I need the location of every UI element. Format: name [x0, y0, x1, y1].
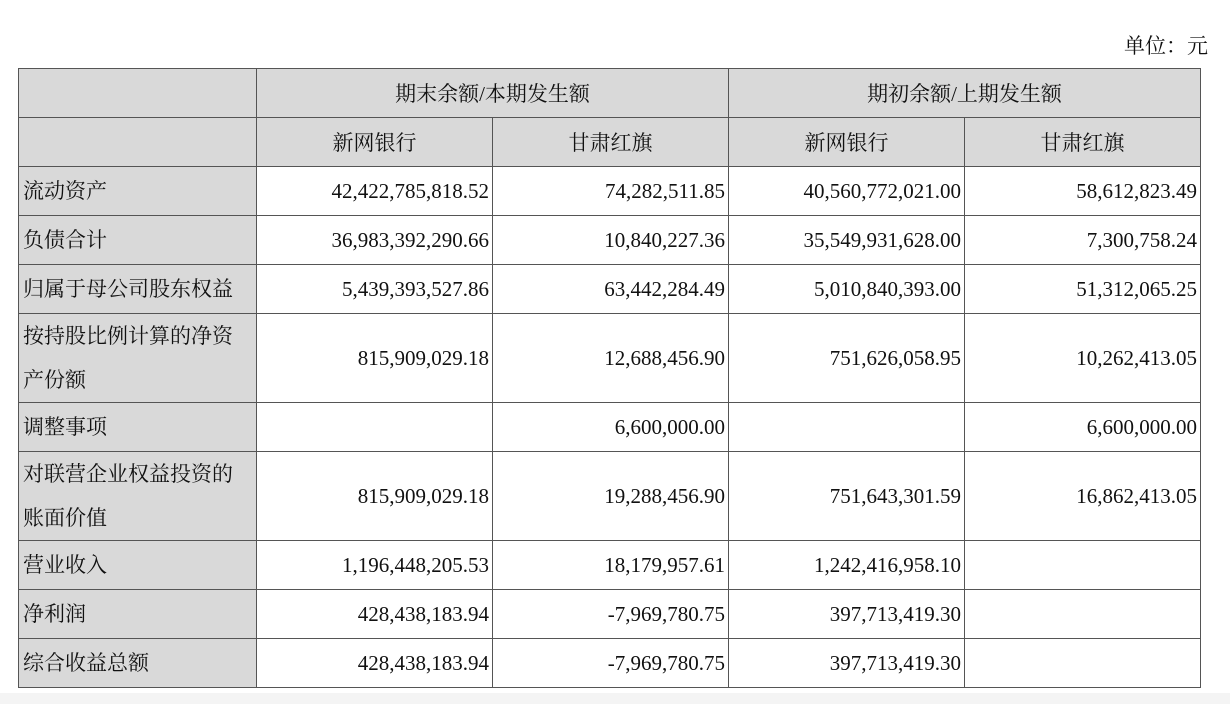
value-cell: 815,909,029.18 — [257, 314, 493, 403]
value-cell: 42,422,785,818.52 — [257, 167, 493, 216]
header-row-2 — [19, 118, 1201, 167]
table-row — [19, 590, 1201, 639]
value-cell: 1,196,448,205.53 — [257, 541, 493, 590]
table-row — [19, 314, 1201, 403]
row-label: 流动资产 — [19, 167, 257, 216]
page-bottom-strip — [0, 693, 1230, 704]
value-cell: 12,688,456.90 — [493, 314, 729, 403]
table-row — [19, 541, 1201, 590]
value-cell: -7,969,780.75 — [493, 639, 729, 688]
value-cell: 428,438,183.94 — [257, 639, 493, 688]
value-cell: 35,549,931,628.00 — [729, 216, 965, 265]
financial-table — [18, 68, 1201, 688]
header-blank — [19, 69, 257, 118]
value-cell — [965, 590, 1201, 639]
header-row-1 — [19, 69, 1201, 118]
table-row — [19, 452, 1201, 541]
header-col: 甘肃红旗 — [493, 118, 729, 167]
value-cell: 397,713,419.30 — [729, 590, 965, 639]
value-cell — [965, 639, 1201, 688]
value-cell — [965, 541, 1201, 590]
value-cell: 19,288,456.90 — [493, 452, 729, 541]
header-col: 新网银行 — [729, 118, 965, 167]
value-cell: 58,612,823.49 — [965, 167, 1201, 216]
table-row — [19, 265, 1201, 314]
value-cell: 51,312,065.25 — [965, 265, 1201, 314]
value-cell: -7,969,780.75 — [493, 590, 729, 639]
row-label: 对联营企业权益投资的账面价值 — [19, 452, 257, 541]
value-cell: 63,442,284.49 — [493, 265, 729, 314]
header-group-current: 期末余额/本期发生额 — [257, 69, 729, 118]
value-cell: 1,242,416,958.10 — [729, 541, 965, 590]
value-cell: 5,010,840,393.00 — [729, 265, 965, 314]
table-row — [19, 167, 1201, 216]
table-row — [19, 403, 1201, 452]
header-col: 新网银行 — [257, 118, 493, 167]
header-blank — [19, 118, 257, 167]
value-cell: 5,439,393,527.86 — [257, 265, 493, 314]
value-cell — [729, 403, 965, 452]
value-cell — [257, 403, 493, 452]
value-cell: 6,600,000.00 — [493, 403, 729, 452]
row-label: 按持股比例计算的净资产份额 — [19, 314, 257, 403]
row-label: 负债合计 — [19, 216, 257, 265]
value-cell: 6,600,000.00 — [965, 403, 1201, 452]
value-cell: 397,713,419.30 — [729, 639, 965, 688]
value-cell: 36,983,392,290.66 — [257, 216, 493, 265]
table-row — [19, 216, 1201, 265]
header-col: 甘肃红旗 — [965, 118, 1201, 167]
row-label: 净利润 — [19, 590, 257, 639]
value-cell: 18,179,957.61 — [493, 541, 729, 590]
unit-label: 单位：元 — [1124, 34, 1208, 58]
value-cell: 40,560,772,021.00 — [729, 167, 965, 216]
value-cell: 10,262,413.05 — [965, 314, 1201, 403]
row-label: 调整事项 — [19, 403, 257, 452]
row-label: 综合收益总额 — [19, 639, 257, 688]
value-cell: 751,643,301.59 — [729, 452, 965, 541]
value-cell: 751,626,058.95 — [729, 314, 965, 403]
value-cell: 74,282,511.85 — [493, 167, 729, 216]
row-label: 营业收入 — [19, 541, 257, 590]
value-cell: 10,840,227.36 — [493, 216, 729, 265]
row-label: 归属于母公司股东权益 — [19, 265, 257, 314]
value-cell: 428,438,183.94 — [257, 590, 493, 639]
value-cell: 16,862,413.05 — [965, 452, 1201, 541]
value-cell: 815,909,029.18 — [257, 452, 493, 541]
header-group-prior: 期初余额/上期发生额 — [729, 69, 1201, 118]
value-cell: 7,300,758.24 — [965, 216, 1201, 265]
table-row — [19, 639, 1201, 688]
